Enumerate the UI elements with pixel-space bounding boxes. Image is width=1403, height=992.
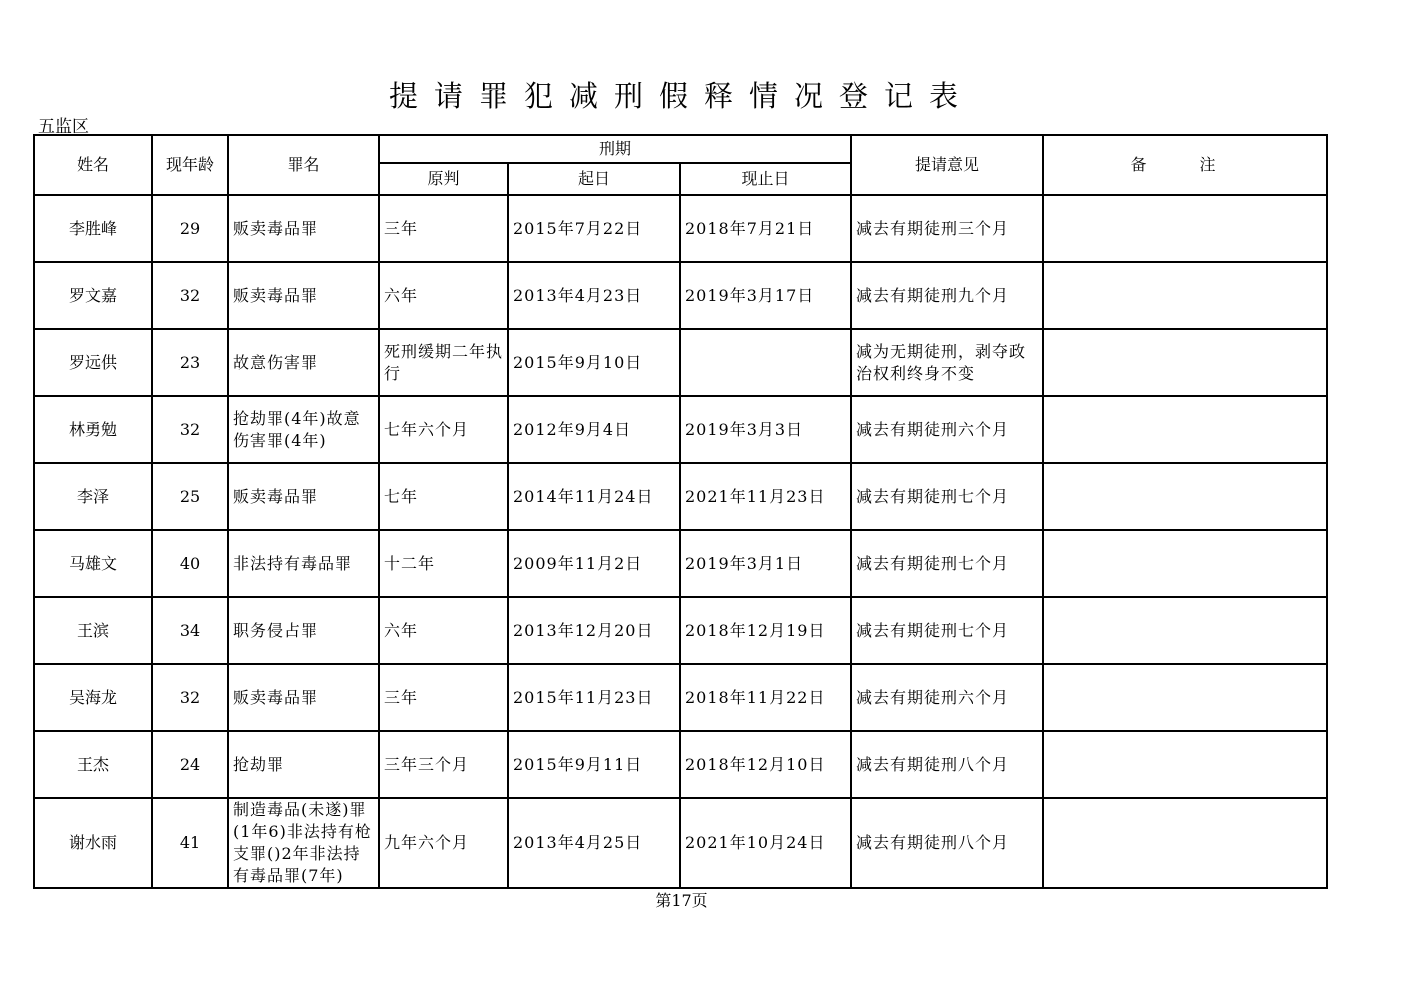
cell-original: 七年 bbox=[379, 463, 508, 530]
cell-crime: 制造毒品(未遂)罪(1年6)非法持有枪支罪()2年非法持有毒品罪(7年) bbox=[228, 798, 379, 888]
cell-opinion: 减去有期徒刑九个月 bbox=[851, 262, 1043, 329]
cell-start: 2015年9月11日 bbox=[508, 731, 680, 798]
cell-remark bbox=[1043, 530, 1327, 597]
cell-original: 六年 bbox=[379, 597, 508, 664]
header-row bbox=[34, 135, 1327, 163]
cell-age: 40 bbox=[152, 530, 228, 597]
table-row bbox=[34, 798, 1327, 888]
header-term: 刑期 bbox=[379, 135, 851, 163]
cell-age: 29 bbox=[152, 195, 228, 262]
cell-age: 23 bbox=[152, 329, 228, 396]
cell-name: 李泽 bbox=[34, 463, 152, 530]
cell-opinion: 减去有期徒刑六个月 bbox=[851, 396, 1043, 463]
header-crime: 罪名 bbox=[228, 135, 379, 195]
cell-original: 六年 bbox=[379, 262, 508, 329]
cell-opinion: 减去有期徒刑七个月 bbox=[851, 463, 1043, 530]
cell-opinion: 减去有期徒刑六个月 bbox=[851, 664, 1043, 731]
cell-opinion: 减去有期徒刑七个月 bbox=[851, 597, 1043, 664]
cell-start: 2013年4月23日 bbox=[508, 262, 680, 329]
cell-age: 25 bbox=[152, 463, 228, 530]
cell-crime: 贩卖毒品罪 bbox=[228, 463, 379, 530]
header-original: 原判 bbox=[379, 163, 508, 195]
cell-remark bbox=[1043, 329, 1327, 396]
table-row bbox=[34, 664, 1327, 731]
cell-age: 32 bbox=[152, 262, 228, 329]
table-row bbox=[34, 597, 1327, 664]
cell-end: 2019年3月17日 bbox=[680, 262, 851, 329]
cell-opinion: 减为无期徒刑，剥夺政治权利终身不变 bbox=[851, 329, 1043, 396]
cell-start: 2013年12月20日 bbox=[508, 597, 680, 664]
cell-end: 2018年12月10日 bbox=[680, 731, 851, 798]
cell-name: 罗文嘉 bbox=[34, 262, 152, 329]
cell-end: 2021年11月23日 bbox=[680, 463, 851, 530]
cell-name: 谢水雨 bbox=[34, 798, 152, 888]
cell-start: 2015年11月23日 bbox=[508, 664, 680, 731]
table-row bbox=[34, 262, 1327, 329]
cell-name: 马雄文 bbox=[34, 530, 152, 597]
table-row bbox=[34, 731, 1327, 798]
cell-end bbox=[680, 329, 851, 396]
header-age: 现年龄 bbox=[152, 135, 228, 195]
header-end: 现止日 bbox=[680, 163, 851, 195]
cell-opinion: 减去有期徒刑七个月 bbox=[851, 530, 1043, 597]
cell-name: 罗远供 bbox=[34, 329, 152, 396]
cell-remark bbox=[1043, 664, 1327, 731]
table-row bbox=[34, 396, 1327, 463]
cell-crime: 贩卖毒品罪 bbox=[228, 664, 379, 731]
section-label: 五监区 bbox=[38, 117, 89, 137]
cell-remark bbox=[1043, 731, 1327, 798]
cell-name: 王滨 bbox=[34, 597, 152, 664]
header-start: 起日 bbox=[508, 163, 680, 195]
cell-remark bbox=[1043, 597, 1327, 664]
cell-name: 王杰 bbox=[34, 731, 152, 798]
cell-opinion: 减去有期徒刑八个月 bbox=[851, 731, 1043, 798]
cell-original: 三年三个月 bbox=[379, 731, 508, 798]
cell-remark bbox=[1043, 195, 1327, 262]
cell-original: 死刑缓期二年执行 bbox=[379, 329, 508, 396]
cell-original: 三年 bbox=[379, 195, 508, 262]
cell-name: 吴海龙 bbox=[34, 664, 152, 731]
cell-crime: 抢劫罪 bbox=[228, 731, 379, 798]
cell-end: 2019年3月3日 bbox=[680, 396, 851, 463]
cell-age: 32 bbox=[152, 396, 228, 463]
header-opinion: 提请意见 bbox=[851, 135, 1043, 195]
cell-start: 2015年9月10日 bbox=[508, 329, 680, 396]
table-row bbox=[34, 195, 1327, 262]
cell-start: 2009年11月2日 bbox=[508, 530, 680, 597]
table-row bbox=[34, 329, 1327, 396]
cell-end: 2018年12月19日 bbox=[680, 597, 851, 664]
cell-crime: 抢劫罪(4年)故意伤害罪(4年) bbox=[228, 396, 379, 463]
register-table bbox=[33, 134, 1328, 889]
page-title: 提请罪犯减刑假释情况登记表 bbox=[388, 79, 974, 113]
cell-age: 32 bbox=[152, 664, 228, 731]
cell-age: 24 bbox=[152, 731, 228, 798]
cell-opinion: 减去有期徒刑八个月 bbox=[851, 798, 1043, 888]
cell-age: 41 bbox=[152, 798, 228, 888]
cell-remark bbox=[1043, 396, 1327, 463]
cell-remark bbox=[1043, 262, 1327, 329]
cell-end: 2021年10月24日 bbox=[680, 798, 851, 888]
cell-start: 2013年4月25日 bbox=[508, 798, 680, 888]
page-number: 第17页 bbox=[655, 891, 708, 910]
cell-name: 李胜峰 bbox=[34, 195, 152, 262]
cell-opinion: 减去有期徒刑三个月 bbox=[851, 195, 1043, 262]
table-row bbox=[34, 530, 1327, 597]
cell-age: 34 bbox=[152, 597, 228, 664]
cell-end: 2018年7月21日 bbox=[680, 195, 851, 262]
cell-end: 2018年11月22日 bbox=[680, 664, 851, 731]
cell-end: 2019年3月1日 bbox=[680, 530, 851, 597]
cell-original: 三年 bbox=[379, 664, 508, 731]
cell-crime: 贩卖毒品罪 bbox=[228, 195, 379, 262]
cell-start: 2014年11月24日 bbox=[508, 463, 680, 530]
header-remark: 备 注 bbox=[1043, 135, 1327, 195]
cell-start: 2012年9月4日 bbox=[508, 396, 680, 463]
table-row bbox=[34, 463, 1327, 530]
cell-original: 九年六个月 bbox=[379, 798, 508, 888]
cell-crime: 非法持有毒品罪 bbox=[228, 530, 379, 597]
cell-remark bbox=[1043, 463, 1327, 530]
cell-remark bbox=[1043, 798, 1327, 888]
cell-original: 十二年 bbox=[379, 530, 508, 597]
header-name: 姓名 bbox=[34, 135, 152, 195]
cell-crime: 职务侵占罪 bbox=[228, 597, 379, 664]
cell-crime: 故意伤害罪 bbox=[228, 329, 379, 396]
cell-start: 2015年7月22日 bbox=[508, 195, 680, 262]
cell-original: 七年六个月 bbox=[379, 396, 508, 463]
cell-crime: 贩卖毒品罪 bbox=[228, 262, 379, 329]
cell-name: 林勇勉 bbox=[34, 396, 152, 463]
